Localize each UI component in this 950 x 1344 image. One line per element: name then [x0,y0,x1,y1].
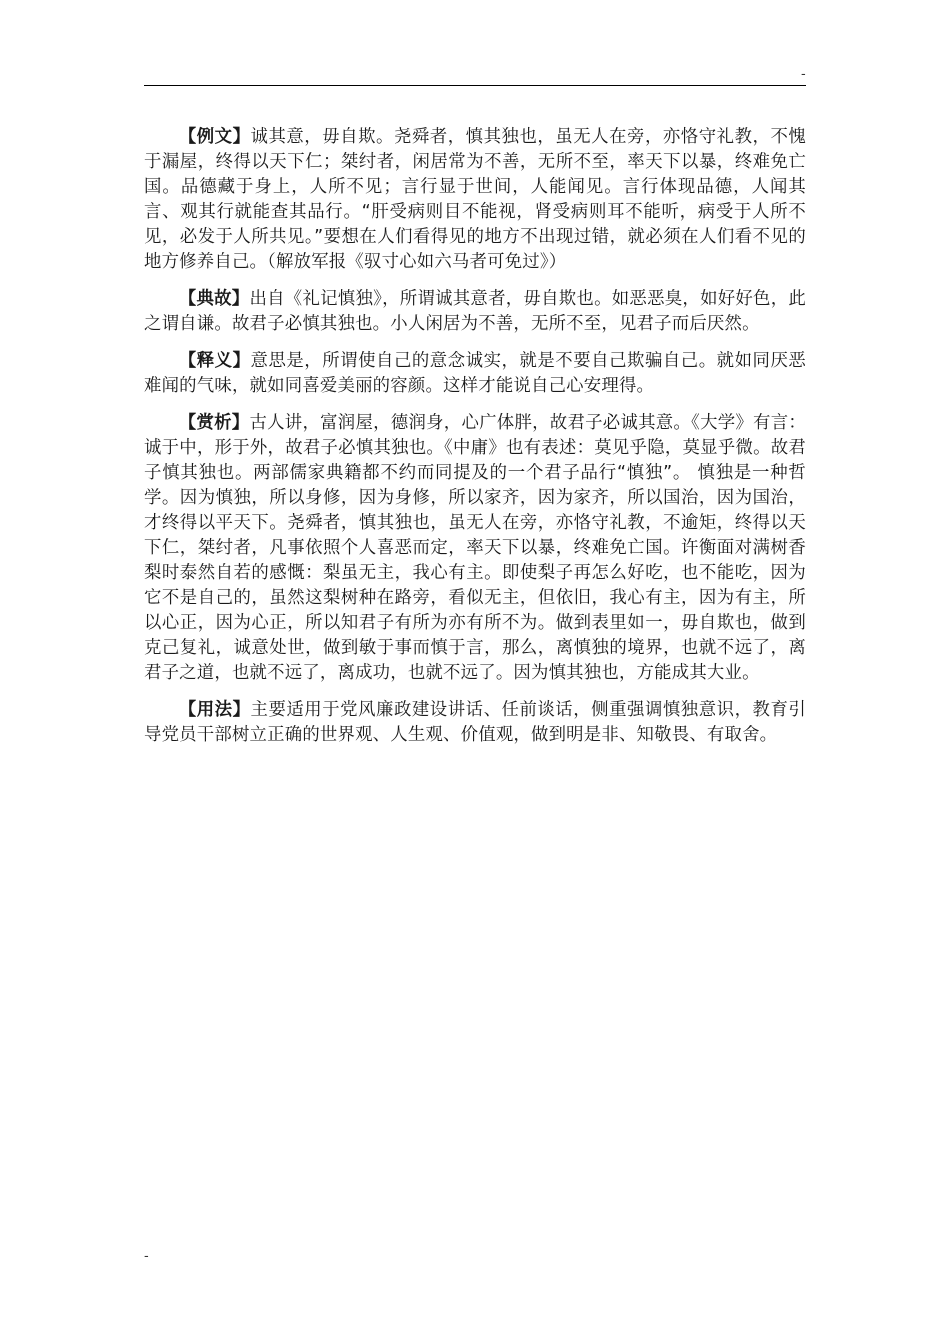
section-tag-meaning: 【释义】 [178,351,251,371]
footer-mark: - [144,1249,149,1264]
header-mark: - [801,67,806,82]
paragraph-example [144,125,806,275]
paragraph-appreciation [144,411,806,686]
section-text-allusion: 出自《礼记慎独》，所谓诚其意者，毋自欺也。如恶恶臭，如好好色，此之谓自谦。故君子必慎其独也。小人闲居为不善，无所不至，见君子而后厌然。 [144,289,806,334]
paragraph-allusion [144,287,806,337]
header-rule [144,85,806,86]
paragraph-usage [144,698,806,748]
section-tag-allusion: 【典故】 [178,289,250,309]
section-text-appreciation: 古人讲，富润屋，德润身，心广体胖，故君子必诚其意。《大学》有言：诚于中，形于外，故君子必慎其独也。《中庸》也有表述：莫见乎隐，莫显乎微。故君子慎其独也。两部儒家典籍都不约而同提及的一个君子品行“慎独”。 慎独是一种哲学。因为慎独，所以身修，因为身修，所以家齐，因为家齐，所以国治，因为国治，才终得以平天下。尧舜者，慎其独也，虽无人在旁，亦恪守礼教，不逾矩，终得以天下仁，桀纣者，凡事依照个人喜恶而定，率天下以暴，终难免亡国。许衡面对满树香梨时泰然自若的感慨：梨虽无主，我心有主。即使梨子再怎么好吃，也不能吃，因为它不是自己的，虽然这梨树种在路旁，看似无主，但依旧，我心有主，因为有主，所以心正，因为心正，所以知君子有所为亦有所不为。做到表里如一，毋自欺也，做到克己复礼，诚意处世，做到敏于事而慎于言，那么，离慎独的境界，也就不远了，离君子之道，也就不远了，离成功，也就不远了。因为慎其独也，方能成其大业。 [144,413,806,683]
section-text-usage: 主要适用于党风廉政建设讲话、任前谈话，侧重强调慎独意识，教育引导党员干部树立正确的世界观、人生观、价值观，做到明是非、知敬畏、有取舍。 [144,700,806,745]
section-text-example: 诚其意，毋自欺。尧舜者，慎其独也，虽无人在旁，亦恪守礼教，不愧于漏屋，终得以天下仁；桀纣者，闲居常为不善，无所不至，率天下以暴，终难免亡国。品德藏于身上，人所不见；言行显于世间，人能闻见。言行体现品德，人闻其言、观其行就能查其品行。“肝受病则目不能视，肾受病则耳不能听，病受于人所不见，必发于人所共见。”要想在人们看得见的地方不出现过错，就必须在人们看不见的地方修养自己。（解放军报《驭寸心如六马者可免过》） [144,127,806,272]
section-tag-example: 【例文】 [178,127,251,147]
section-tag-usage: 【用法】 [178,700,251,720]
paragraph-meaning [144,349,806,399]
document-body [144,125,806,760]
section-text-meaning: 意思是，所谓使自己的意念诚实，就是不要自己欺骗自己。就如同厌恶难闻的气味，就如同喜爱美丽的容颜。这样才能说自己心安理得。 [144,351,806,396]
section-tag-appreciation: 【赏析】 [178,413,250,433]
